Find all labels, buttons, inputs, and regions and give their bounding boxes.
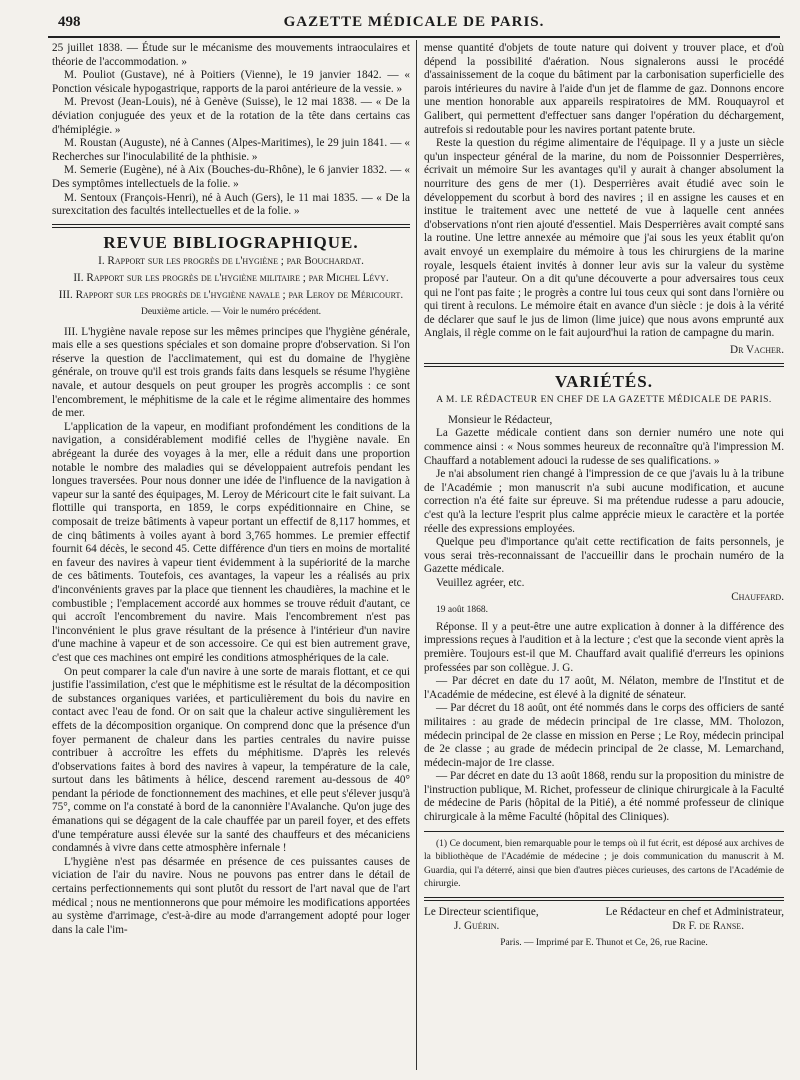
letter-paragraph: Veuillez agréer, etc. — [436, 576, 525, 589]
article-paragraph: L'hygiène n'est pas désarmée en présence de ces puissantes causes de viciation de l'air du navire. Nous ne pouvons pas entrer dans le détail de certains perfectionnements qui sont plutôt du ressort de l'art naval que de l'art médical ; nous ne mentionnerons que pour mémoire les modifications apportées au système d'arrimage, c'est-à-dire au mode d'arrangement adopté pour loger dans la cale l'im- — [52, 855, 410, 936]
thesis-entry: M. Semerie (Eugène), né à Aix (Bouches-du-Rhône), le 6 janvier 1832. — « Des symptômes intellectuels de la folie. » — [52, 164, 410, 190]
revue-item: II. Rapport sur les progrès de l'hygiène militaire ; par Michel Lévy. — [73, 271, 389, 284]
signature-vacher: Dr Vacher. — [730, 344, 784, 357]
thesis-entry: M. Pouliot (Gustave), né à Poitiers (Vienne), le 19 janvier 1842. — « Ponction vésicale hypogastrique, rapports de la paroi antérieure de la vessie. » — [52, 69, 410, 95]
varietes-title: VARIÉTÉS. — [555, 371, 653, 391]
journal-title: GAZETTE MÉDICALE DE PARIS. — [283, 14, 545, 30]
letter-paragraph: Je n'ai absolument rien changé à l'impression de ce que j'avais lu à la tribune de l'Académie ; mon manuscrit n'a subi aucune modification, et aucune correction n'a été faite sur épreuve. Si ma prétendue rudesse a paru adoucie, c'est qu'à la lecture l'esprit plus calme apprécie mieux le caractère et la portée réelle des expressions employées. — [424, 468, 784, 535]
page-header — [48, 10, 780, 36]
thesis-entry: 25 juillet 1838. — Étude sur le mécanisme des mouvements intraoculaires et théorie de l'accommodation. » — [52, 42, 410, 68]
news-item: — Par décret en date du 17 août, M. Nélaton, membre de l'Institut et de l'Académie de médecine, est élevé à la dignité de sénateur. — [424, 675, 784, 701]
reponse-paragraph: Réponse. Il y a peut-être une autre explication à donner à la différence des impressions reçues à l'audition et à la lecture ; c'est que la seconde vient après la première. Toujours est-il que M. Chauffard avait qualifié d'erreurs les opinions professées par son collègue. J. G. — [424, 620, 784, 674]
footer-double-rule — [424, 897, 784, 901]
news-item: — Par décret du 18 août, ont été nommés dans le corps des officiers de santé militaires : au grade de médecin principal de 1re classe, MM. Tholozon, médecin principal de 2e classe en mission en Perse ; Le Roy, médecin principal de 2e classe ; au grade de médecin principal de 2e classe, M. Lemarchand, médecin-major de 1re classe. — [424, 702, 784, 769]
editor-name: Dr F. de Ranse. — [672, 919, 744, 932]
revue-note: Deuxième article. — Voir le numéro précédent. — [140, 307, 322, 318]
header-rule — [48, 36, 780, 38]
article-paragraph: Reste la question du régime alimentaire de l'équipage. Il y a juste un siècle qu'un inspecteur général de la marine, du nom de Poissonnier Desperrières, écrivait un mémoire Sur les avantages qu'il y aurait à changer absolument la nourriture des gens de mer (1). Desperrières avait étudié avec soin le développement du scorbut à bord des navires ; il en assigne les causes et en institue le traitement avec une netteté de vue à laquelle cent années d'observations n'ont rien ajouté d'essentiel. Mais Desperrières avait compté sans la routine. Une lettre annexée au mémoire que j'ai sous les yeux établit qu'on avait envoyé un exemplaire du mémoire à tous les chirurgiens de la marine royale, lesquels étaient invités à donner leur avis sur la valeur du système proposé par l'auteur. On a dit qu'une découverte a pour adversaires tous ceux qui ne l'ont pas faite ; le progrès a contre lui tous ceux qui sont dans l'ornière ou qui tirent à reculons. Le mémoire était en avance d'un siècle : je dois à la vérité de déclarer que sauf le jus de limon (lime juice) que nous avons emprunté aux Anglais, il règle comme on le fait aujourd'hui la ration de campagne du marin. — [424, 137, 784, 340]
revue-title: REVUE BIBLIOGRAPHIQUE. — [103, 232, 359, 252]
letter-paragraph: La Gazette médicale contient dans son dernier numéro une note qui commence ainsi : « Nous sommes heureux de reconnaître qu'à l'impression M. Chauffard a notablement adouci la rudesse de ses qualifications. » — [424, 427, 784, 467]
right-column — [424, 42, 784, 951]
director-name: J. Guérin. — [454, 919, 500, 932]
salutation: Monsieur le Rédacteur, — [448, 413, 553, 426]
letter-date: 19 août 1868. — [436, 605, 488, 616]
thesis-entry: M. Sentoux (François-Henri), né à Auch (Gers), le 11 mai 1835. — « De la surexcitation des facultés intellectuelles et de la folie. » — [52, 191, 410, 218]
varietes-subtitle: A M. LE RÉDACTEUR EN CHEF DE LA GAZETTE MÉDICALE DE PARIS. — [436, 395, 772, 406]
thesis-entry: M. Prevost (Jean-Louis), né à Genève (Suisse), le 12 mai 1838. — « De la déviation conjuguée des yeux et de la rotation de la tête dans certains cas d'hémiplégie. » — [52, 96, 410, 136]
article-paragraph: L'application de la vapeur, en modifiant profondément les conditions de la navigation, a considérablement modifié celles de l'hygiène navale. En abrégeant la durée des voyages à la mer, elle a réduit dans une proportion notable le nombre des maladies qui se développaient autrefois pendant les longues traversées. Pour nous donner une idée de l'influence de la navigation à vapeur sur la santé des équipages, M. Leroy de Méricourt cite le fait suivant. La flottille qui transporta, en 1859, le corps expéditionnaire en Chine, se composait de treize bâtiments à vapeur portant un effectif de 8,117 hommes, et de cinq bâtiments à voiles ayant à bord 3,765 hommes. Le premier effectif fournit 64 décès, le second 45. Cette différence d'un tiers en moins de mortalité en faveur des navires à vapeur tient évidemment à la supériorité de la marche de ces bâtiments. Toutefois, ces avantages, la vapeur les a réalisés au prix d'inconvénients graves par la place que tiennent les chaudières, la machine et le combustible ; l'emplacement accordé aux hommes se trouve réduit d'autant, ce qui accroît l'encombrement du navire. Mais l'encombrement n'est pas l'inconvénient le plus grave résultant de la présence à l'intérieur d'un navire d'une machine à vapeur et de son accessoire. Ce qui est bien autrement grave, c'est que ces machines ont empiré les conditions atmosphériques de la cale. — [52, 420, 410, 664]
section-double-rule — [52, 224, 410, 228]
column-divider — [416, 40, 417, 1070]
page-number: 498 — [58, 14, 81, 30]
revue-item: I. Rapport sur les progrès de l'hygiène ; par Bouchardat. — [98, 255, 364, 268]
editor-role: Le Rédacteur en chef et Administrateur, — [605, 906, 784, 919]
article-paragraph: On peut comparer la cale d'un navire à une sorte de marais flottant, et ce qui justifie l'assimilation, c'est que le méphitisme est le résultat de la décomposition de substances organiques variées, et particulièrement du bois du navire en contact avec l'eau de fond. Or on sait que la chaleur active singulièrement les effets de la décomposition organique. On comprend donc que la présence d'un foyer permanent de chaleur dans les parties centrales du navire puisse contribuer à accroître les effets du méphitisme. D'après les relevés d'observations faites à bord des navires à vapeur, la température de la cale, surtout dans les bâtiments à hélice, descend rarement au-dessous de 40° pendant la période de fonctionnement des machines, et elle peut s'élever jusqu'à 75°, comme on l'a constaté à bord de la canonnière l'Avalanche. Qu'on juge des émanations qui se dégagent de la cale chauffée par un pareil foyer, et des effets d'une température aussi élevée sur la santé des chauffeurs et des mécaniciens condamnés à vivre dans cette atmosphère infernale ! — [52, 665, 410, 855]
printer-line: Paris. — Imprimé par E. Thunot et Ce, 26, rue Racine. — [500, 938, 708, 949]
thesis-entry: M. Roustan (Auguste), né à Cannes (Alpes-Maritimes), le 29 juin 1841. — « Recherches sur l'inoculabilité de la phthisie. » — [52, 137, 410, 163]
director-role: Le Directeur scientifique, — [424, 906, 539, 919]
footer-names — [424, 920, 784, 934]
footnote-rule — [424, 831, 784, 832]
letter-paragraph: Quelque peu d'importance qu'ait cette rectification de faits personnels, je vous serai très-reconnaissant de l'accueillir dans le prochain numéro de la Gazette médicale. — [424, 536, 784, 576]
article-paragraph: mense quantité d'objets de toute nature qui doivent y trouver place, et d'où dépend la possibilité d'aération. Nous signalerons aussi le procédé d'assainissement de la coque du bâtiment par la carbonisation superficielle des parois intérieures du navire à l'aide d'un jet de flamme de gaz. Donnons encore une mention honorable aux appareils respiratoires de MM. Rouquayrol et Galibert, qui permettent d'effectuer sans danger l'opération du déchargement, autrefois si redoutable pour les navires portant patente brute. — [424, 42, 784, 136]
signature-chauffard: Chauffard. — [731, 590, 784, 603]
section-double-rule — [424, 363, 784, 367]
news-item: — Par décret en date du 13 août 1868, rendu sur la proposition du ministre de l'instruction publique, M. Richet, professeur de clinique chirurgicale à la Faculté de médecine de Paris (hôpital de la Pitié), a été nommé professeur de clinique chirurgicale à la même Faculté (hôpital des Cliniques). — [424, 770, 785, 824]
revue-item: III. Rapport sur les progrès de l'hygiène navale ; par Leroy de Méricourt. — [58, 288, 404, 301]
footer-roles — [424, 906, 784, 920]
footnote: (1) Ce document, bien remarquable pour le temps où il fut écrit, est déposé aux archives de la bibliothèque de l'Académie de médecine ; je dois communication du manuscrit à M. Guardia, qui l'a déterré, ainsi que bien d'autres pièces curieuses, des cartons de l'Académie de chirurgie. — [424, 838, 784, 890]
article-paragraph: III. L'hygiène navale repose sur les mêmes principes que l'hygiène générale, mais elle a ses questions spéciales et son domaine propre d'observation. Si l'on réserve la question de l'acclimatement, qui est du domaine de l'hygiène générale, on trouve qu'il est trois grands faits dans lesquels se résume l'hygiène navale, et autour desquels on peut grouper les progrès accomplis : ce sont l'encombrement, le méphitisme de la cale et le régime alimentaire des hommes de mer. — [52, 325, 410, 420]
left-column — [52, 42, 410, 937]
